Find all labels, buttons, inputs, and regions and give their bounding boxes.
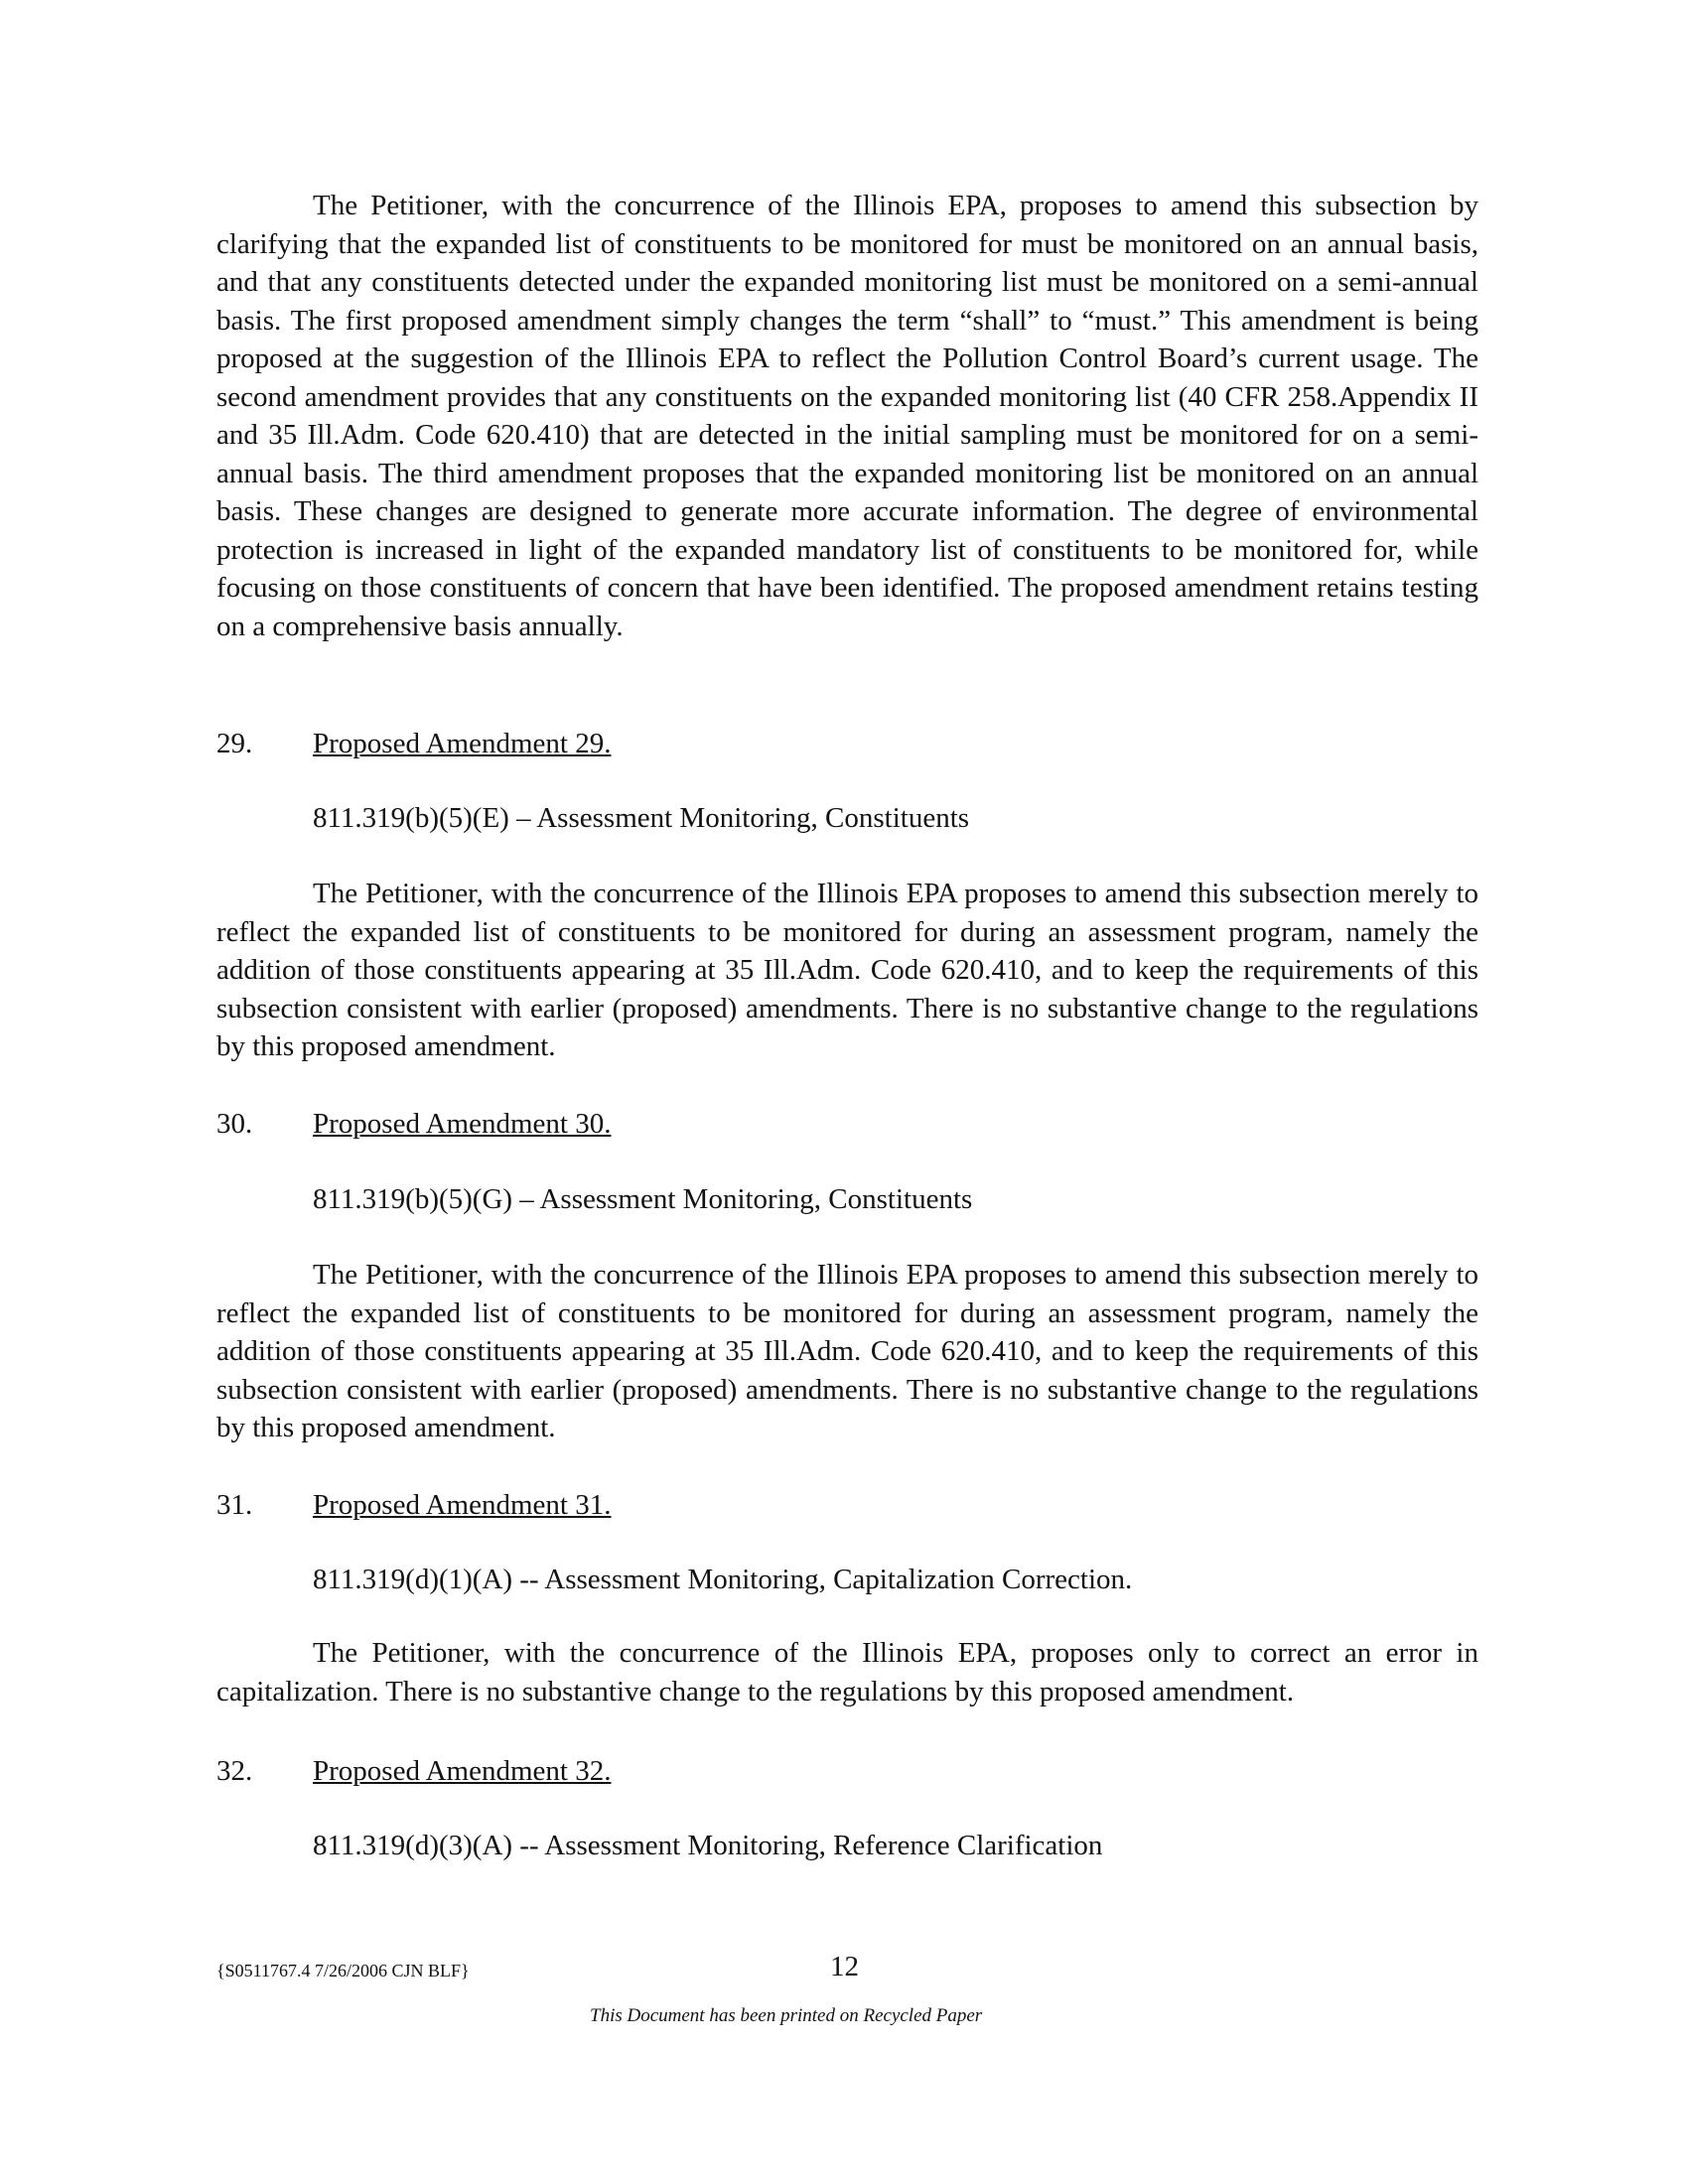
section-heading-29 [216,725,1478,763]
section-title: Proposed Amendment 32. [313,1755,612,1787]
section-heading-31 [216,1486,1478,1525]
section-number: 31. [216,1489,253,1521]
section-subheading: 811.319(d)(3)(A) -- Assessment Monitoring, Reference Clarification [313,1830,1103,1861]
section-number: 30. [216,1108,253,1140]
section-body: The Petitioner, with the concurrence of the Illinois EPA, proposes only to correct an error in capitalization. There is no substantive change to the regulations by this proposed amendment. [216,1637,1478,1707]
section-subheading: 811.319(b)(5)(G) – Assessment Monitoring, Constituents [313,1183,973,1215]
section-number: 32. [216,1755,253,1787]
section-title: Proposed Amendment 29. [313,728,612,759]
section-body: The Petitioner, with the concurrence of the Illinois EPA proposes to amend this subsection merely to reflect the expanded list of constituents to be monitored for during an assessment program, namely the addition of those constituents appearing at 35 Ill.Adm. Code 620.410, and to keep the requirements of this subsection consistent with earlier (proposed) amendments. There is no substantive change to the regulations by this proposed amendment. [216,1259,1478,1443]
section-number: 29. [216,728,253,759]
footer-doc-id: {S0511767.4 7/26/2006 CJN BLF} [216,1961,470,1980]
section-heading-30 [216,1105,1478,1144]
section-subheading: 811.319(b)(5)(E) – Assessment Monitoring, Constituents [313,802,970,834]
section-title: Proposed Amendment 30. [313,1108,612,1140]
section-subheading: 811.319(d)(1)(A) -- Assessment Monitoring, Capitalization Correction. [313,1564,1133,1595]
section-title: Proposed Amendment 31. [313,1489,612,1521]
page-number: 12 [830,1951,859,1982]
section-body: The Petitioner, with the concurrence of the Illinois EPA proposes to amend this subsection merely to reflect the expanded list of constituents to be monitored for during an assessment program, namely the addition of those constituents appearing at 35 Ill.Adm. Code 620.410, and to keep the requirements of this subsection consistent with earlier (proposed) amendments. There is no substantive change to the regulations by this proposed amendment. [216,878,1478,1062]
intro-paragraph: The Petitioner, with the concurrence of the Illinois EPA, proposes to amend this subsection by clarifying that the expanded list of constituents to be monitored for must be monitored on an annual basis, and that any constituents detected under the expanded monitoring list must be monitored on a semi-annual basis. The first proposed amendment simply changes the term “shall” to “must.” This amendment is being proposed at the suggestion of the Illinois EPA to reflect the Pollution Control Board’s current usage. The second amendment provides that any constituents on the expanded monitoring list (40 CFR 258.Appendix II and 35 Ill.Adm. Code 620.410) that are detected in the initial sampling must be monitored for on a semi-annual basis. The third amendment proposes that the expanded monitoring list be monitored on an annual basis. These changes are designed to generate more accurate information. The degree of environmental protection is increased in light of the expanded mandatory list of constituents to be monitored for, while focusing on those constituents of concern that have been identified. The proposed amendment retains testing on a comprehensive basis annually. [216,190,1478,642]
footer-note: This Document has been printed on Recycled Paper [590,2005,983,2026]
section-heading-32 [216,1752,1478,1791]
